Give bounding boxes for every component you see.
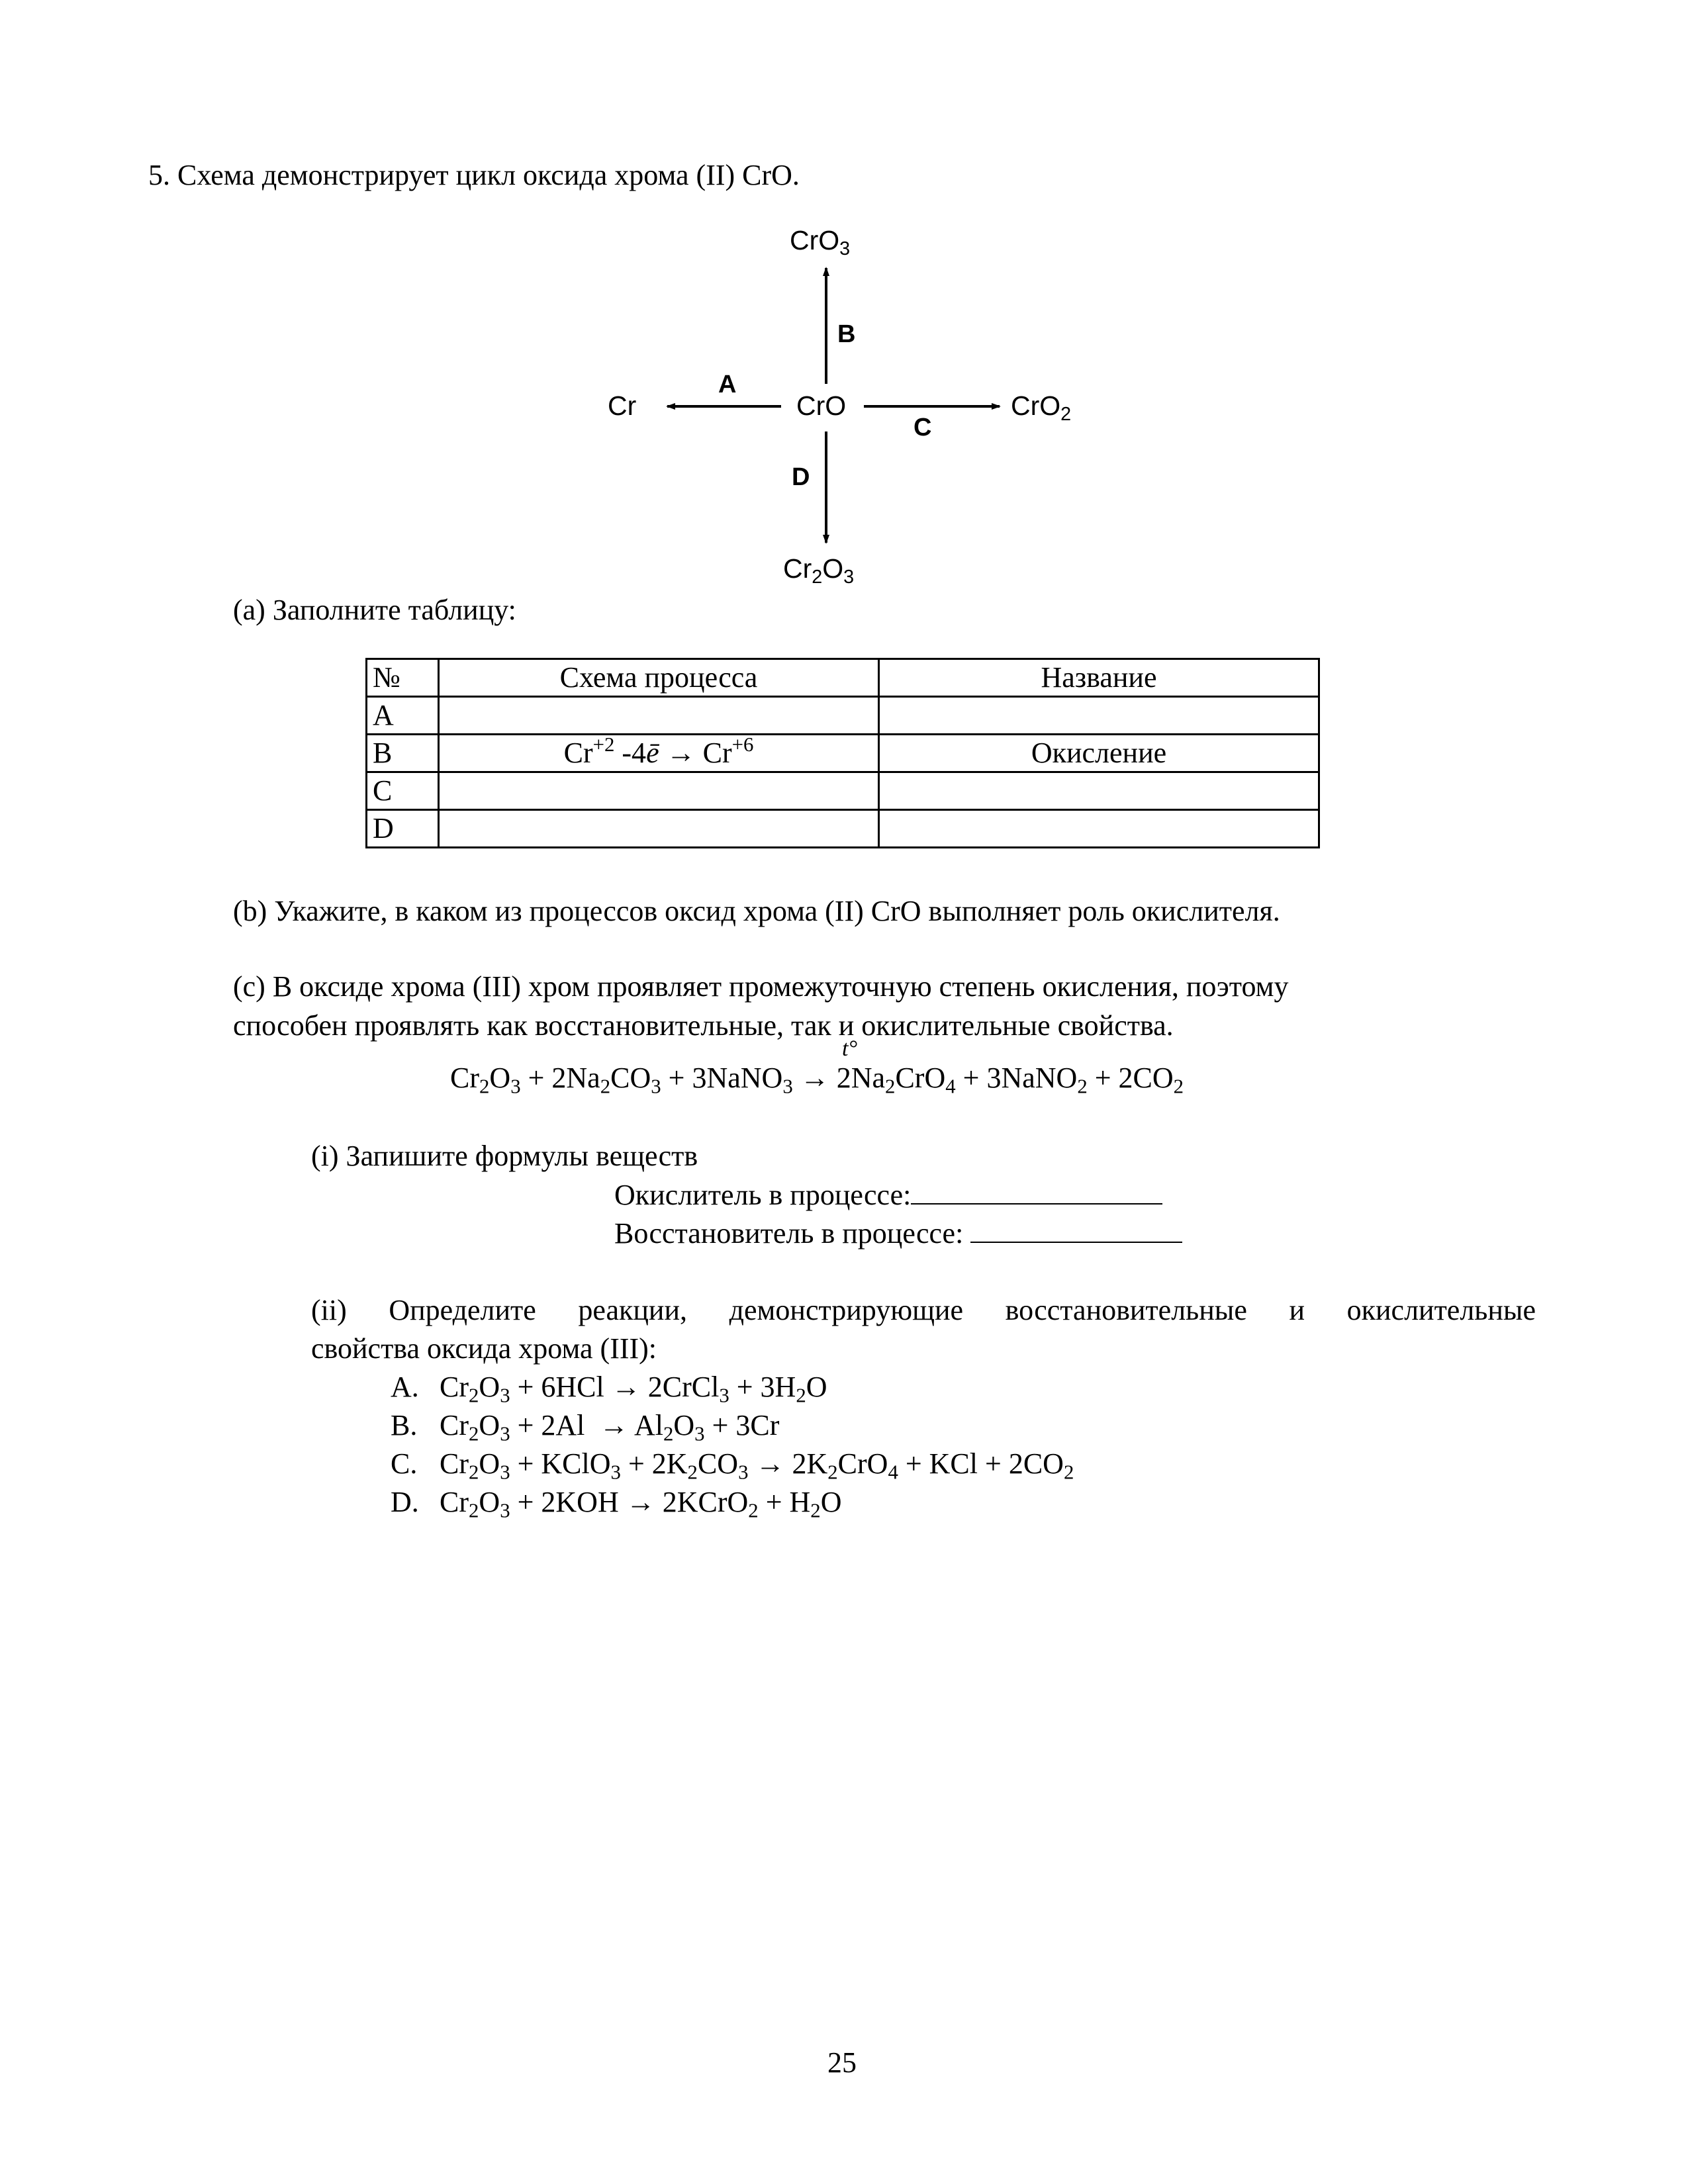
label-a: A <box>718 371 737 398</box>
option-d: D. $Cr_2O_3 + 2KOH$ → 2KCrO$_2$ + $H_2O$ <box>391 1486 842 1522</box>
process-table <box>365 658 1320 848</box>
header-no: № <box>367 659 439 697</box>
part-c-i-prompt: (i) Запишите формулы веществ <box>311 1140 698 1172</box>
row-name[interactable] <box>879 772 1319 810</box>
table-row <box>367 735 1319 772</box>
row-scheme[interactable] <box>439 772 879 810</box>
oxidizer-line: Окислитель в процессе: <box>614 1178 1162 1212</box>
row-scheme[interactable] <box>439 697 879 735</box>
label-c: C <box>914 414 932 441</box>
row-no: C <box>367 772 439 810</box>
node-cro2: CrO$_2$ <box>1011 390 1072 426</box>
table-row <box>367 772 1319 810</box>
node-cr2o3: $Cr_2O_3$ <box>783 553 855 588</box>
label-b: B <box>837 320 856 348</box>
row-name[interactable] <box>879 810 1319 848</box>
oxidizer-blank[interactable] <box>911 1178 1162 1205</box>
row-no: B <box>367 735 439 772</box>
row-name[interactable]: Окисление <box>879 735 1319 772</box>
row-no: D <box>367 810 439 848</box>
table-row <box>367 697 1319 735</box>
label-d: D <box>792 463 810 491</box>
page-number: 25 <box>827 2046 857 2079</box>
part-c-line1: (c) В оксиде хрома (III) хром проявляет промежуточную степень окисления, поэтому <box>233 970 1289 1003</box>
part-a-prompt: (a) Заполните таблицу: <box>233 594 516 626</box>
node-cro-center: CrO <box>796 390 847 421</box>
main-equation: $Cr_2O_3 + 2Na_2CO_3$ + 3NaNO$_3$ → $2Na_2CrO_4$ + 3NaNO$_2$ + $2CO_2$ <box>450 1062 1184 1098</box>
cycle-diagram <box>0 0 1688 596</box>
part-c-ii-line1: (ii) Определите реакции, демонстрирующие восстановительные и окислительные <box>311 1294 1536 1326</box>
reaction-condition: t° <box>842 1036 858 1061</box>
row-scheme[interactable] <box>439 810 879 848</box>
option-b: B. $Cr_2O_3 + 2Al \to Al_2O_3 + 3Cr$ <box>391 1409 780 1445</box>
row-scheme[interactable]: $Cr^{+2}$ -4ē → $Cr^{+6}$ <box>439 735 879 772</box>
header-name: Название <box>879 659 1319 697</box>
node-cr: Cr <box>608 390 637 421</box>
reducer-blank[interactable] <box>970 1216 1182 1243</box>
row-name[interactable] <box>879 697 1319 735</box>
part-c-line2: способен проявлять как восстановительные, так и окислительные свойства. <box>233 1009 1174 1042</box>
node-cro3: CrO$_3$ <box>790 225 851 260</box>
table-row <box>367 810 1319 848</box>
part-b-text: (b) Укажите, в каком из процессов оксид хрома (II) CrO выполняет роль окислителя. <box>233 895 1280 927</box>
option-c: C. $Cr_2O_3$ + KClO$_3$ + $2K_2CO_3 \to 2K_2CrO_4$ + KCl + $2CO_2$ <box>391 1447 1074 1484</box>
part-c-ii-line2: свойства оксида хрома (III): <box>311 1332 657 1365</box>
header-scheme: Схема процесса <box>439 659 879 697</box>
task-title: 5. Схема демонстрирует цикл оксида хрома (II) CrO. <box>148 159 800 191</box>
row-no: A <box>367 697 439 735</box>
table-header-row <box>367 659 1319 697</box>
reducer-line: Восстановитель в процессе: <box>614 1216 1182 1251</box>
option-a: A. $Cr_2O_3 + 6HCl$ → 2CrCl$_3$ + $3H_2O$ <box>391 1371 827 1407</box>
